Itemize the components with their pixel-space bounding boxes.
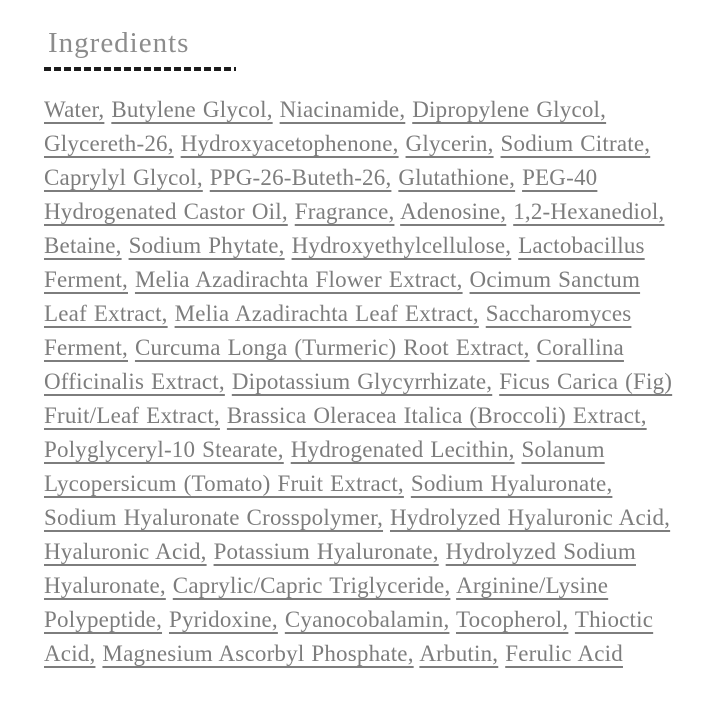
ingredient: Hydroxyethylcellulose, (291, 232, 512, 258)
ingredient: Arbutin, (419, 640, 499, 666)
ingredient: Brassica Oleracea Italica (Broccoli) Extract, (226, 402, 647, 428)
ingredient: Glycerin, (405, 130, 494, 156)
ingredients-list (44, 93, 678, 671)
ingredient: Betaine, (44, 232, 122, 258)
ingredient: Arginine/Lysine Polypeptide, (44, 572, 609, 632)
ingredient: Pyridoxine, (168, 606, 278, 632)
ingredient: Sodium Hyaluronate Crosspolymer, (44, 504, 384, 530)
section-title: Ingredients (48, 27, 190, 59)
ingredient: PPG-26-Buteth-26, (209, 164, 392, 190)
ingredient: Dipropylene Glycol, (412, 96, 607, 122)
ingredient: Melia Azadirachta Flower Extract, (134, 266, 463, 292)
ingredient: Hydroxyacetophenone, (180, 130, 399, 156)
ingredient: Sodium Citrate, (500, 130, 651, 156)
ingredient: Magnesium Ascorbyl Phosphate, (102, 640, 414, 666)
ingredient: Polyglyceryl-10 Stearate, (44, 436, 284, 462)
ingredient: 1,2-Hexanediol, (513, 198, 665, 224)
ingredient: Water, (44, 96, 105, 122)
ingredient: Dipotassium Glycyrrhizate, (231, 368, 493, 394)
ingredient: Cyanocobalamin, (284, 606, 450, 632)
ingredient: Solanum Lycopersicum (Tomato) Fruit Extract, (44, 436, 605, 496)
ingredient: Hydrogenated Lecithin, (290, 436, 515, 462)
ingredient: Corallina Officinalis Extract, (44, 334, 624, 394)
ingredient: Niacinamide, (279, 96, 406, 122)
ingredient: Tocopherol, (455, 606, 569, 632)
ingredient: PEG-40 Hydrogenated Castor Oil, (44, 164, 598, 224)
ingredient: Glycereth-26, (44, 130, 174, 156)
ingredient: Adenosine, (400, 198, 507, 224)
ingredient: Sodium Phytate, (128, 232, 285, 258)
ingredient: Hydrolyzed Sodium Hyaluronate, (44, 538, 636, 598)
ingredient: Curcuma Longa (Turmeric) Root Extract, (134, 334, 530, 360)
ingredient: Caprylyl Glycol, (44, 164, 203, 190)
ingredient: Saccharomyces Ferment, (44, 300, 632, 360)
ingredient: Ficus Carica (Fig) Fruit/Leaf Extract, (44, 368, 673, 428)
ingredient: Potassium Hyaluronate, (213, 538, 439, 564)
ingredient: Thioctic Acid, (44, 606, 654, 666)
ingredient: Fragrance, (294, 198, 395, 224)
ingredient: Sodium Hyaluronate, (410, 470, 613, 496)
ingredient: Melia Azadirachta Leaf Extract, (174, 300, 479, 326)
ingredient: Ocimum Sanctum Leaf Extract, (44, 266, 641, 326)
ingredient: Caprylic/Capric Triglyceride, (172, 572, 451, 598)
dashed-divider (44, 67, 236, 71)
ingredient: Ferulic Acid (505, 640, 623, 666)
ingredient: Hyaluronic Acid, (44, 538, 207, 564)
ingredient: Hydrolyzed Hyaluronic Acid, (389, 504, 671, 530)
ingredient: Lactobacillus Ferment, (44, 232, 645, 292)
ingredient: Butylene Glycol, (111, 96, 273, 122)
ingredient: Glutathione, (398, 164, 516, 190)
